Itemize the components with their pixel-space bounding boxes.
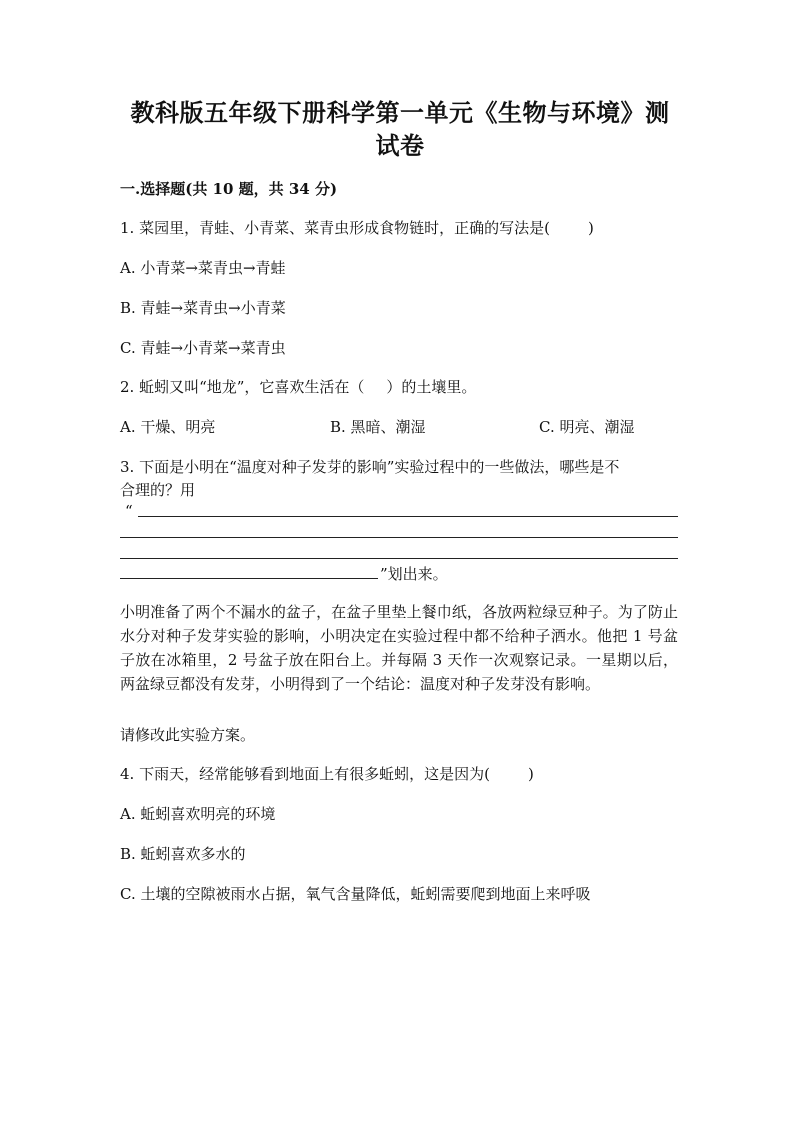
question-3-instruction: 请修改此实验方案。 xyxy=(120,726,256,744)
section-heading: 一.选择题(共 10 题，共 34 分) xyxy=(120,180,338,198)
question-2-option-c: C. 明亮、潮湿 xyxy=(539,418,635,436)
page-title-line1: 教科版五年级下册科学第一单元《生物与环境》测 xyxy=(130,98,670,127)
question-2-option-b: B. 黑暗、潮湿 xyxy=(330,418,426,436)
question-3-close-text: ”划出来。 xyxy=(380,565,448,583)
open-quote: “ xyxy=(125,502,133,520)
question-2-option-a: A. 干燥、明亮 xyxy=(120,418,216,436)
question-1-option-c: C. 青蛙→小青菜→菜青虫 xyxy=(120,339,286,357)
question-3-stem-line2: 合理的？用 xyxy=(120,481,196,499)
question-2-stem-close: ）的土壤里。 xyxy=(386,378,477,396)
question-1-option-a: A. 小青菜→菜青虫→青蛙 xyxy=(120,259,286,277)
question-1-stem-text: 1. 菜园里，青蛙、小青菜、菜青虫形成食物链时，正确的写法是( xyxy=(120,219,550,237)
question-4-stem-close: ) xyxy=(527,765,534,783)
question-3-passage: 小明准备了两个不漏水的盆子，在盆子里垫上餐巾纸，各放两粒绿豆种子。为了防止水分对种子发芽实验的影响，小明决定在实验过程中都不给种子洒水。他把 1 号盆子放在冰箱里，2 号盆子放在阳台上。并每隔 3 天作一次观察记录。一星期以后，两盆绿豆都没有发芽，小明得到了一个结论：温度对种子发芽没有影响。 xyxy=(120,603,678,693)
question-1-option-b: B. 青蛙→菜青虫→小青菜 xyxy=(120,299,286,317)
page-title-line2: 试卷 xyxy=(375,131,425,160)
question-4-option-b: B. 蚯蚓喜欢多水的 xyxy=(120,845,246,863)
question-4-stem-text: 4. 下雨天，经常能够看到地面上有很多蚯蚓，这是因为( xyxy=(120,765,490,783)
question-3-stem-line1: 3. 下面是小明在“温度对种子发芽的影响”实验过程中的一些做法，哪些是不 xyxy=(120,458,620,476)
question-4-option-a: A. 蚯蚓喜欢明亮的环境 xyxy=(120,805,276,823)
question-1-stem-close: ) xyxy=(587,219,594,237)
answer-line xyxy=(138,516,678,517)
answer-line xyxy=(120,558,678,559)
answer-line xyxy=(120,537,678,538)
question-2-stem xyxy=(120,376,476,398)
question-1-stem xyxy=(120,217,594,239)
question-4-stem xyxy=(120,763,534,785)
question-4-option-c: C. 土壤的空隙被雨水占据，氧气含量降低，蚯蚓需要爬到地面上来呼吸 xyxy=(120,885,591,903)
answer-line xyxy=(120,578,378,579)
question-2-stem-text: 2. 蚯蚓又叫“地龙”，它喜欢生活在（ xyxy=(120,378,365,396)
